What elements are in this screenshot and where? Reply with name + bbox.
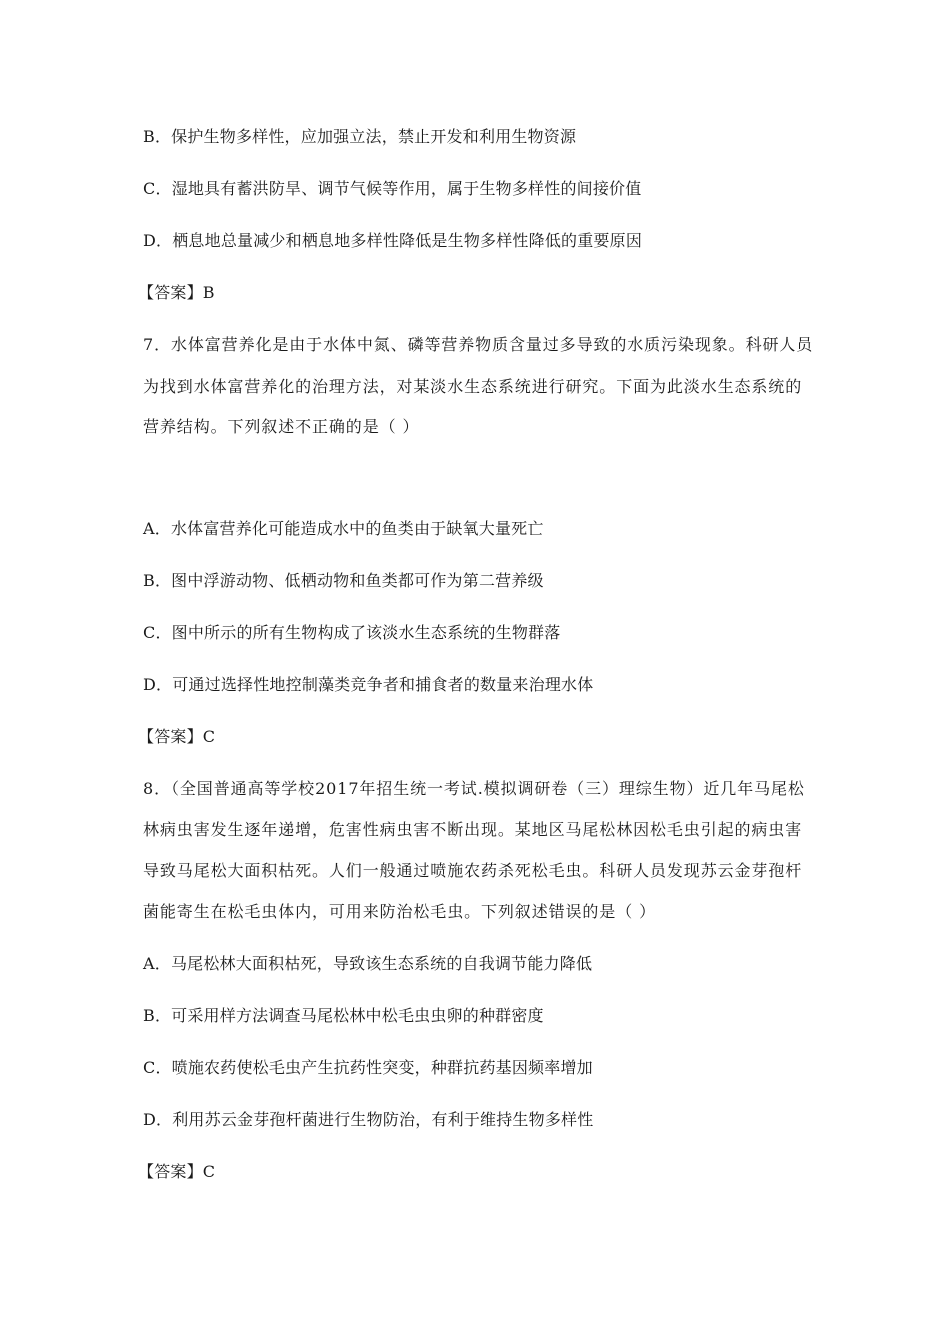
q8-stem-line-3: 导致马尾松大面积枯死。人们一般通过喷施农药杀死松毛虫。科研人员发现苏云金芽孢杆: [143, 861, 803, 880]
q6-option-d: D．栖息地总量减少和栖息地多样性降低是生物多样性降低的重要原因: [143, 231, 643, 250]
q7-stem-line-1: 7．水体富营养化是由于水体中氮、磷等营养物质含量过多导致的水质污染现象。科研人员: [143, 335, 814, 354]
q8-answer: 【答案】C: [138, 1162, 216, 1181]
q8-option-c: C．喷施农药使松毛虫产生抗药性突变，种群抗药基因频率增加: [143, 1058, 593, 1077]
q6-option-c: C．湿地具有蓄洪防旱、调节气候等作用，属于生物多样性的间接价值: [143, 179, 642, 198]
q7-stem-line-2: 为找到水体富营养化的治理方法，对某淡水生态系统进行研究。下面为此淡水生态系统的: [143, 377, 803, 396]
q7-option-b: B．图中浮游动物、低栖动物和鱼类都可作为第二营养级: [143, 571, 544, 590]
q8-stem-line-1: 8．（全国普通高等学校2017年招生统一考试.模拟调研卷（三）理综生物）近几年马尾松: [143, 779, 805, 798]
q8-option-b: B．可采用样方法调查马尾松林中松毛虫虫卵的种群密度: [143, 1006, 544, 1025]
q8-option-a: A．马尾松林大面积枯死，导致该生态系统的自我调节能力降低: [143, 954, 593, 973]
q7-stem-line-3: 营养结构。下列叙述不正确的是（ ）: [143, 417, 420, 436]
q7-option-c: C．图中所示的所有生物构成了该淡水生态系统的生物群落: [143, 623, 561, 642]
q7-option-a: A．水体富营养化可能造成水中的鱼类由于缺氧大量死亡: [143, 519, 544, 538]
q8-stem-line-4: 菌能寄生在松毛虫体内，可用来防治松毛虫。下列叙述错误的是（ ）: [143, 902, 656, 921]
q8-option-d: D．利用苏云金芽孢杆菌进行生物防治，有利于维持生物多样性: [143, 1110, 594, 1129]
q7-option-d: D．可通过选择性地控制藻类竞争者和捕食者的数量来治理水体: [143, 675, 594, 694]
q7-answer: 【答案】C: [138, 727, 216, 746]
q8-stem-line-2: 林病虫害发生逐年递增，危害性病虫害不断出现。某地区马尾松林因松毛虫引起的病虫害: [143, 820, 803, 839]
q6-option-b: B．保护生物多样性，应加强立法，禁止开发和利用生物资源: [143, 127, 577, 146]
q6-answer: 【答案】B: [138, 283, 215, 302]
